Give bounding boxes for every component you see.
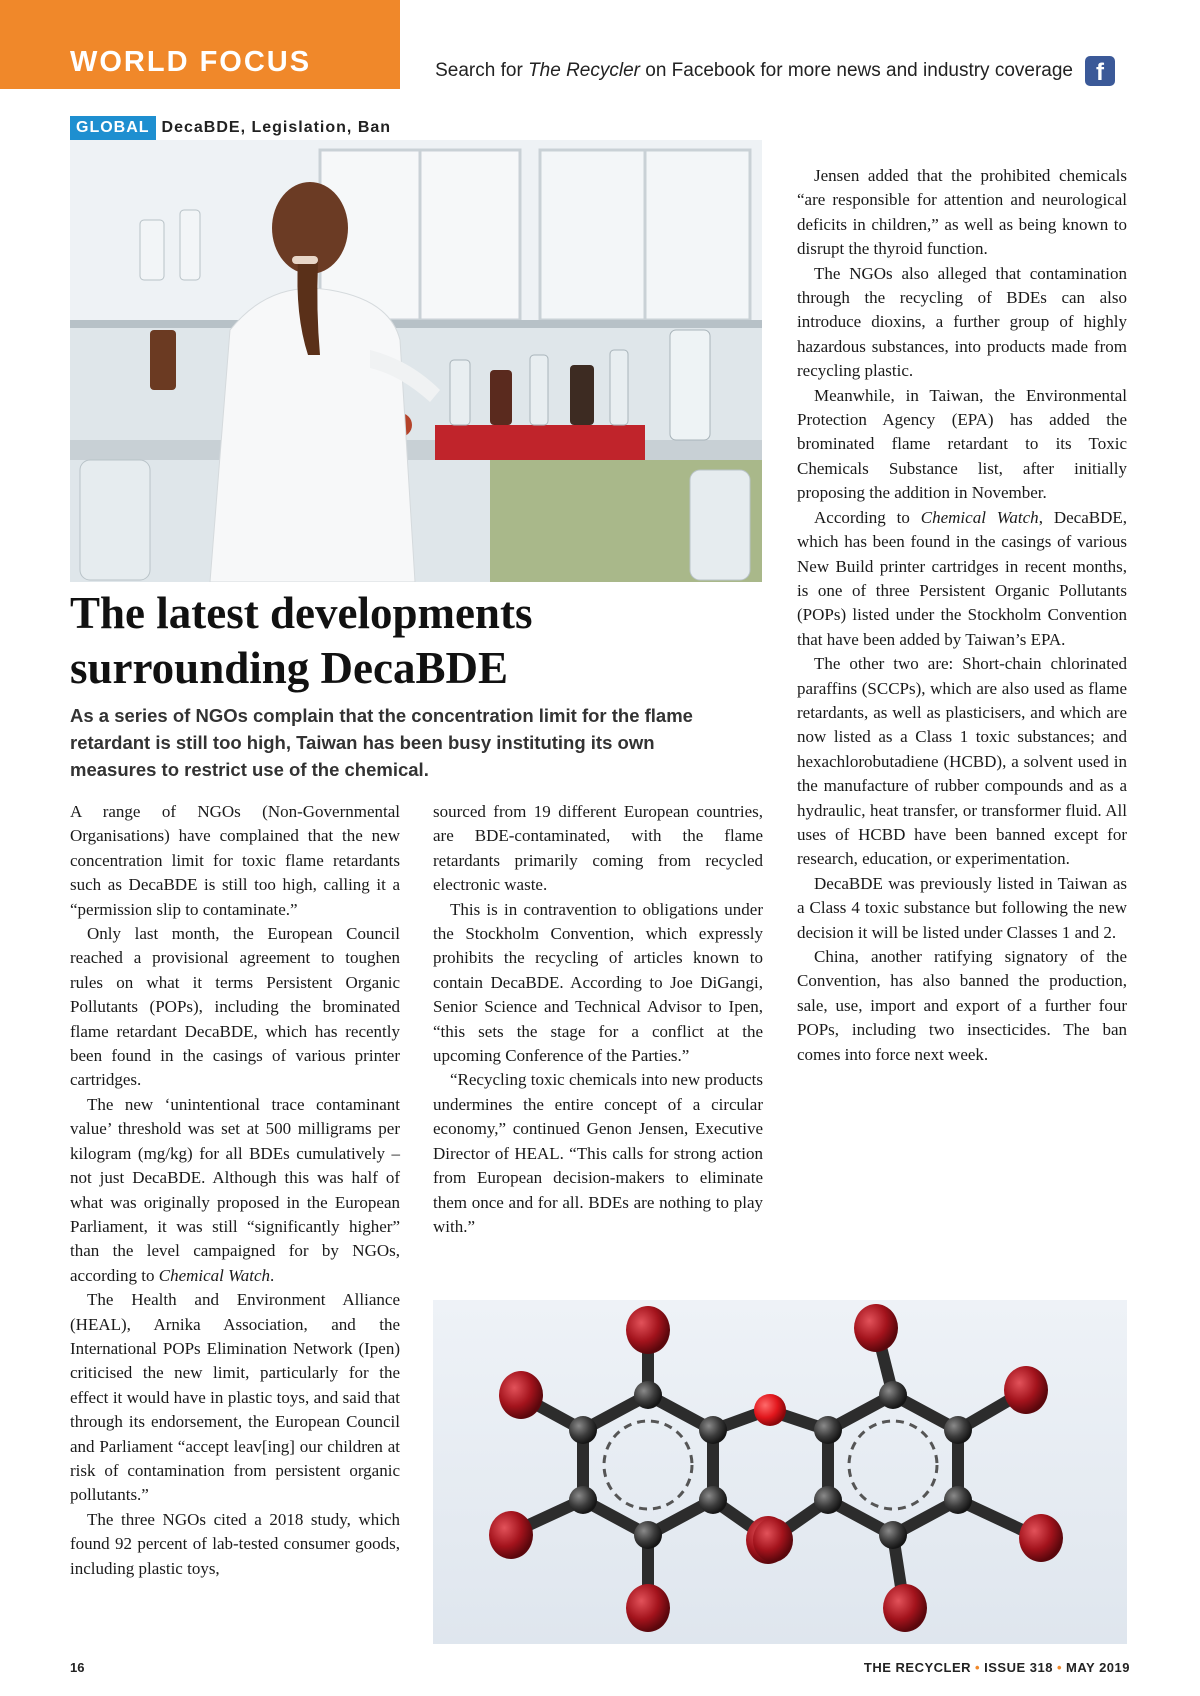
- paragraph: Only last month, the European Council reached a provisional agreement to toughen rules on what it terms Persistent Organic Pollutants (POPs), including the brominated flame retardant DecaBDE, which has recently been found in the casings of various printer cartridges.: [70, 924, 400, 1090]
- section-title: WORLD FOCUS: [70, 46, 312, 78]
- publication-name: THE RECYCLER: [863, 1660, 972, 1675]
- molecule-illustration: [433, 1300, 1127, 1644]
- paragraph: Meanwhile, in Taiwan, the Environmental Protection Agency (EPA) has added the brominated flame retardant to its Toxic Chemicals Substance list, after initially proposing the addition in November.: [797, 385, 1127, 503]
- issue-info: [864, 1660, 1130, 1675]
- facebook-icon[interactable]: f: [1085, 56, 1115, 86]
- promo-prefix: Search for: [435, 60, 529, 81]
- paragraph: The other two are: Short-chain chlorinated paraffins (SCCPs), which are also used as flame retardants, as well as plasticisers, and which are now listed as a Class 1 toxic substances; and hexachlorobutadiene (HCBD), a solvent used in the manufacture of rubber compounds and as a hydraulic, heat transfer, or transformer fluid. All uses of HCBD have been banned except for research, education, or experimentation.: [797, 654, 1127, 869]
- decabde-molecule-model: [433, 1300, 1127, 1644]
- paragraph: DecaBDE was previously listed in Taiwan as a Class 4 toxic substance but following the new decision it will be listed under Classes 1 and 2.: [797, 873, 1127, 942]
- hero-photo: [70, 140, 762, 582]
- paragraph: “Recycling toxic chemicals into new products undermines the entire concept of a circular economy,” continued Genon Jensen, Executive Director of HEAL. “This calls for strong action from European decision-makers to eliminate them once and for all. BDEs are nothing to play with.”: [433, 1070, 763, 1236]
- paragraph: Jensen added that the prohibited chemicals “are responsible for attention and neurological deficits in children,” as well as being known to disrupt the thyroid function.: [797, 166, 1127, 259]
- lab-illustration: [70, 140, 762, 582]
- separator-dot: •: [975, 1660, 981, 1675]
- topic-tags: DecaBDE, Legislation, Ban: [161, 119, 392, 136]
- region-badge: GLOBAL: [70, 116, 156, 140]
- issue-date: MAY 2019: [1066, 1660, 1130, 1675]
- paragraph: The NGOs also alleged that contamination through the recycling of BDEs can also introduce dioxins, a further group of highly hazardous substances, into products made from recycling plastic.: [797, 263, 1127, 381]
- paragraph-text: .: [270, 1265, 275, 1285]
- paragraph: A range of NGOs (Non-Governmental Organisations) have complained that the new concentration limit for toxic flame retardants such as DecaBDE is still too high, calling it a “permission slip to contaminate.”: [70, 802, 400, 919]
- paragraph: The three NGOs cited a 2018 study, which found 92 percent of lab-tested consumer goods, including plastic toys,: [70, 1509, 400, 1578]
- headline-line-1: The latest developments: [70, 588, 533, 638]
- paragraph: China, another ratifying signatory of the Convention, has also banned the production, sale, use, import and export of a further four POPs, including two insecticides. The ban comes into force next week.: [797, 947, 1127, 1064]
- article-column-2: [433, 800, 763, 1239]
- paragraph-text: , DecaBDE, which has been found in the casings of various New Build printer cartridges in recent months, is one of three Persistent Organic Pollutants (POPs) listed under the Stockholm Convention that have been added by Taiwan’s EPA.: [797, 507, 1127, 649]
- source-name: Chemical Watch: [920, 507, 1039, 527]
- paragraph: [70, 1093, 400, 1288]
- article-column-3: [797, 164, 1127, 1067]
- paragraph: sourced from 19 different European countries, are BDE-contaminated, with the flame retardants primarily coming from recycled electronic waste.: [433, 802, 763, 895]
- paragraph: This is in contravention to obligations under the Stockholm Convention, which expressly prohibits the recycling of articles known to contain DecaBDE. According to Joe DiGangi, Senior Science and Technical Advisor to Ipen, “this sets the stage for a conflict at the upcoming Conference of the Parties.”: [433, 899, 763, 1066]
- page-number: 16: [70, 1660, 85, 1675]
- section-tab: [0, 0, 400, 89]
- paragraph: [797, 506, 1127, 652]
- article-column-1: [70, 800, 400, 1581]
- facebook-promo[interactable]: [435, 56, 1115, 86]
- paragraph: The Health and Environment Alliance (HEAL), Arnika Association, and the International POPs Elimination Network (Ipen) criticised the new limit, particularly for the effect it would have in plastic toys, and said that through its endorsement, the European Council and Parliament “accept leav[ing] our children at risk of contamination from persistent organic pollutants.”: [70, 1290, 400, 1505]
- headline-line-2: surrounding DecaBDE: [70, 643, 509, 693]
- article-standfirst: As a series of NGOs complain that the concentration limit for the flame retardant is still too high, Taiwan has been busy instituting its own measures to restrict use of the chemical.: [70, 705, 693, 780]
- promo-suffix: on Facebook for more news and industry coverage: [639, 60, 1073, 81]
- promo-publication: The Recycler: [528, 60, 640, 81]
- separator-dot: •: [1056, 1660, 1062, 1675]
- paragraph-text: The new ‘unintentional trace contaminant value’ threshold was set at 500 milligrams per kilogram (mg/kg) for all BDEs cumulatively – not just DecaBDE. Although this was half of what was originally proposed in the European Parliament, it was still “significantly higher” than the level campaigned for by NGOs, according to: [70, 1094, 400, 1285]
- source-name: Chemical Watch: [158, 1265, 271, 1285]
- issue-number: ISSUE 318: [984, 1660, 1053, 1675]
- paragraph-text: According to: [814, 507, 921, 527]
- topic-tagline: [70, 116, 391, 140]
- article-headline: [70, 586, 710, 696]
